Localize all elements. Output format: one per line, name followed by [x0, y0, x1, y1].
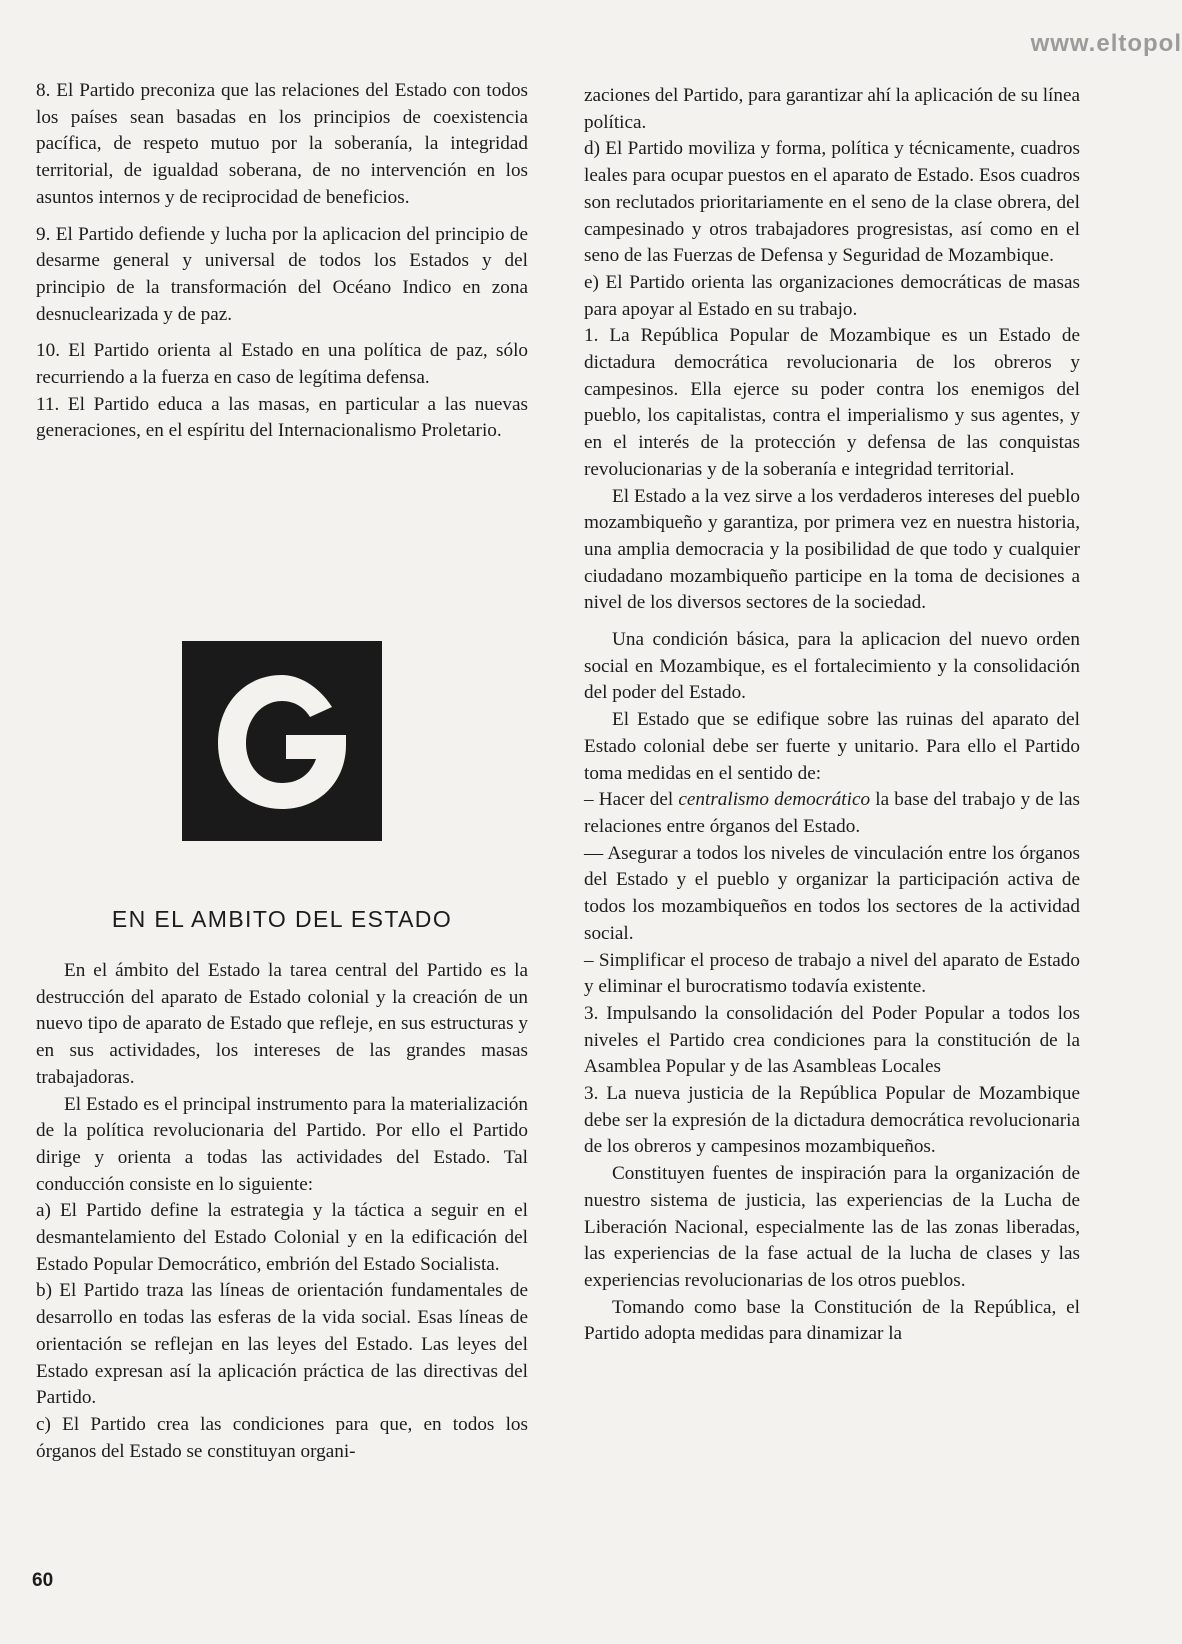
paragraph: El Estado es el principal instrumento para la materialización de la política revolucionaria del Partido. Por ello el Partido dirige y orienta a todas las actividades del Estado. Tal conducción consiste en lo siguiente: — [36, 1093, 528, 1195]
list-item-text: la base del trabajo y de las relaciones entre órganos del Estado. — [584, 789, 1080, 837]
list-item: e) El Partido orienta las organizaciones democráticas de masas para apoyar al Estado en su trabajo. — [584, 271, 1080, 320]
g-letter-icon — [182, 641, 382, 841]
list-item: c) El Partido crea las condiciones para que, en todos los órganos del Estado se constituyan organi- — [36, 1413, 528, 1462]
emphasis-text: centralismo democrático — [678, 789, 871, 811]
g-logo-icon — [182, 641, 382, 841]
paragraph: 8. El Partido preconiza que las relaciones del Estado con todos los países sean basadas en los principios de coexistencia pacífica, de respeto mutuo por la soberanía, la integridad territorial, de igualdad soberana, de no intervención en los asuntos internos y de reciprocidad de beneficios. — [36, 80, 528, 208]
list-item: a) El Partido define la estrategia y la táctica a seguir en el desmantelamiento del Estado Colonial y en la edificación del Estado Popular Democrático, embrión del Estado Socialista. — [36, 1200, 528, 1275]
paragraph: Constituyen fuentes de inspiración para la organización de nuestro sistema de justicia, las experiencias de la Lucha de Liberación Nacional, especialmente las de las zonas liberadas, las experiencias de la fase actual de la lucha de clases y las experiencias revolucionarias de los otros pueblos. — [584, 1163, 1080, 1291]
list-item-text: – Hacer del — [584, 789, 679, 811]
list-item: — Asegurar a todos los niveles de vinculación entre los órganos del Estado y el pueblo y organizar la participación activa de todos los mozambiqueños en todos los sectores de la actividad social. — [584, 842, 1080, 944]
paragraph: Una condición básica, para la aplicacion del nuevo orden social en Mozambique, es el fortalecimiento y la consolidación del poder del Estado. — [584, 629, 1080, 704]
watermark-text: www.eltopol — [1030, 30, 1182, 57]
list-item: – Simplificar el proceso de trabajo a nivel del aparato de Estado y eliminar el burocratismo todavía existente. — [584, 949, 1080, 998]
numbered-paragraph: 3. La nueva justicia de la República Popular de Mozambique debe ser la expresión de la dictadura democrática revolucionaria de los obreros y campesinos mozambiqueños. — [584, 1083, 1080, 1158]
list-item: b) El Partido traza las líneas de orientación fundamentales de desarrollo en todas las esferas de la vida social. Esas líneas de orientación se reflejan en las leyes del Estado. Las leyes del Estado expresan así la aplicación práctica de las directivas del Partido. — [36, 1280, 528, 1409]
numbered-paragraph: 1. La República Popular de Mozambique es un Estado de dictadura democrática revolucionaria de los obreros y campesinos. Ella ejerce su poder contra los enemigos del pueblo, los capitalistas, contra el imperialismo y sus agentes, y en el interés de la protección y defensa de las conquistas revolucionarias y de la soberanía e integridad territorial. — [584, 325, 1080, 480]
page-number: 60 — [32, 1570, 54, 1591]
list-item — [584, 787, 1080, 840]
right-column — [584, 83, 1080, 1348]
paragraph: En el ámbito del Estado la tarea central del Partido es la destrucción del aparato de Estado colonial y la creación de un nuevo tipo de aparato de Estado que refleje, en sus estructuras y en sus actividades, los intereses de las grandes masas trabajadoras. — [36, 960, 528, 1088]
paragraph: El Estado que se edifique sobre las ruinas del aparato del Estado colonial debe ser fuerte y unitario. Para ello el Partido toma medidas en el sentido de: — [584, 709, 1080, 784]
paragraph: 10. El Partido orienta al Estado en una política de paz, sólo recurriendo a la fuerza en caso de legítima defensa. — [36, 340, 528, 389]
paragraph: 9. El Partido defiende y lucha por la aplicacion del principio de desarme general y universal de todos los Estados y del principio de la transformación del Océano Indico en zona desnuclearizada y de paz. — [36, 223, 528, 325]
numbered-paragraph: 3. Impulsando la consolidación del Poder Popular a todos los niveles el Partido crea condiciones para la constitución de la Asamblea Popular y de las Asambleas Locales — [584, 1002, 1080, 1078]
left-column-bottom — [36, 958, 528, 1465]
left-column-top — [36, 78, 528, 445]
paragraph: El Estado a la vez sirve a los verdaderos intereses del pueblo mozambiqueño y garantiza, por primera vez en nuestra historia, una amplia democracia y la posibilidad de que todo y cualquier ciudadano mozambiqueño participe en la toma de decisiones a nivel de los diversos sectores de la sociedad. — [584, 485, 1080, 614]
paragraph: 11. El Partido educa a las masas, en particular a las nuevas generaciones, en el espíritu del Internacionalismo Proletario. — [36, 393, 528, 442]
paragraph: Tomando como base la Constitución de la República, el Partido adopta medidas para dinamizar la — [584, 1296, 1080, 1345]
paragraph: zaciones del Partido, para garantizar ahí la aplicación de su línea política. — [584, 85, 1080, 133]
section-heading: EN EL AMBITO DEL ESTADO — [111, 906, 453, 932]
list-item: d) El Partido moviliza y forma, política y técnicamente, cuadros leales para ocupar puestos en el aparato de Estado. Esos cuadros son reclutados prioritariamente en el seno de la clase obrera, del campesinado y otros trabajadores progresistas, así como en el seno de las Fuerzas de Defensa y Seguridad de Mozambique. — [584, 138, 1080, 267]
